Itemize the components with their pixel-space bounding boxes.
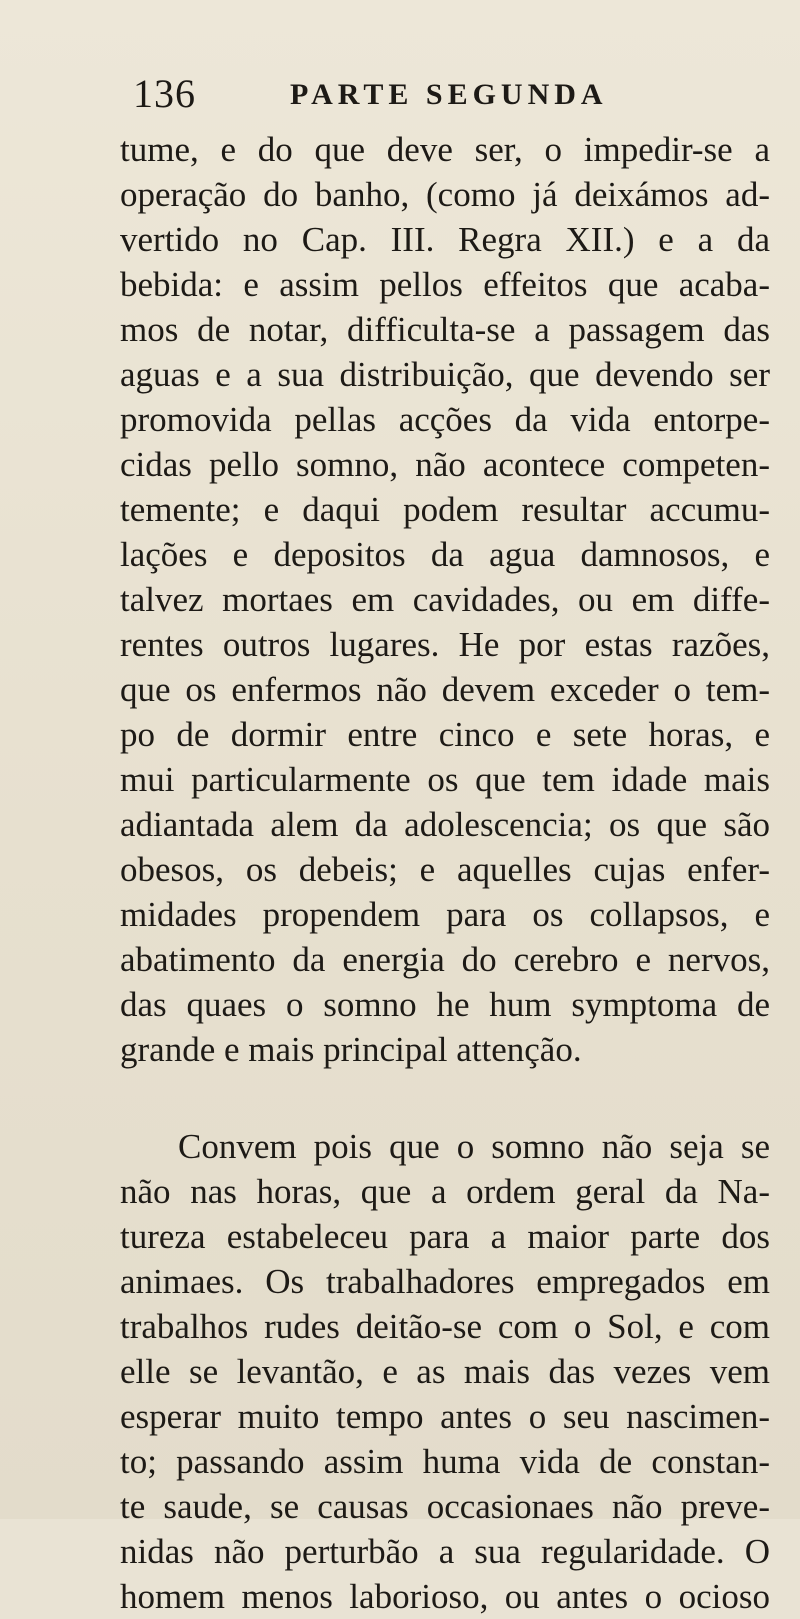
text-line: aguas e a sua distribuição, que devendo ser <box>120 355 770 394</box>
paragraph-1 <box>120 127 770 1072</box>
text-line: nidas não perturbão a sua regularidade. O <box>120 1532 770 1571</box>
text-line: tureza estabeleceu para a maior parte dos <box>120 1217 770 1256</box>
text-line: tume, e do que deve ser, o impedir-se a <box>120 130 770 169</box>
text-line: esperar muito tempo antes o seu nascimen- <box>120 1397 770 1436</box>
text-line: mos de notar, difficulta-se a passagem das <box>120 310 770 349</box>
text-line: elle se levantão, e as mais das vezes vem <box>120 1352 770 1391</box>
paragraph-gap <box>120 1072 770 1124</box>
text-line: po de dormir entre cinco e sete horas, e <box>120 715 770 754</box>
text-line: trabalhos rudes deitão-se com o Sol, e com <box>120 1307 770 1346</box>
page-number: 136 <box>133 71 196 116</box>
text-line: Convem pois que o somno não seja se <box>178 1127 770 1166</box>
text-line: cidas pello somno, não acontece competen- <box>120 445 770 484</box>
text-line: midades propendem para os collapsos, e <box>120 895 770 934</box>
text-line: obesos, os debeis; e aquelles cujas enfer- <box>120 850 770 889</box>
text-line: abatimento da energia do cerebro e nervos, <box>120 940 770 979</box>
text-line: grande e mais principal attenção. <box>120 1030 582 1069</box>
text-line: temente; e daqui podem resultar accumu- <box>120 490 770 529</box>
page-header <box>0 70 800 120</box>
text-line: não nas horas, que a ordem geral da Na- <box>120 1172 770 1211</box>
text-line: homem menos laborioso, ou antes o ocioso <box>120 1577 770 1616</box>
text-line: das quaes o somno he hum symptoma de <box>120 985 770 1024</box>
text-line: animaes. Os trabalhadores empregados em <box>120 1262 770 1301</box>
text-line: talvez mortaes em cavidades, ou em diffe- <box>120 580 770 619</box>
text-line: lações e depositos da agua damnosos, e <box>120 535 770 574</box>
text-line: to; passando assim huma vida de constan- <box>120 1442 770 1481</box>
text-line: adiantada alem da adolescencia; os que são <box>120 805 770 844</box>
running-head: PARTE SEGUNDA <box>290 78 608 111</box>
text-line: vertido no Cap. III. Regra XII.) e a da <box>120 220 770 259</box>
text-line: te saude, se causas occasionaes não preve- <box>120 1487 770 1526</box>
text-line: que os enfermos não devem exceder o tem- <box>120 670 770 709</box>
text-line: operação do banho, (como já deixámos ad- <box>120 175 770 214</box>
text-line: promovida pellas acções da vida entorpe- <box>120 400 770 439</box>
body-text <box>120 127 770 1619</box>
paragraph-2 <box>120 1124 770 1619</box>
text-line: mui particularmente os que tem idade mais <box>120 760 770 799</box>
text-line: bebida: e assim pellos effeitos que acaba- <box>120 265 770 304</box>
text-line: rentes outros lugares. He por estas razões, <box>120 625 770 664</box>
